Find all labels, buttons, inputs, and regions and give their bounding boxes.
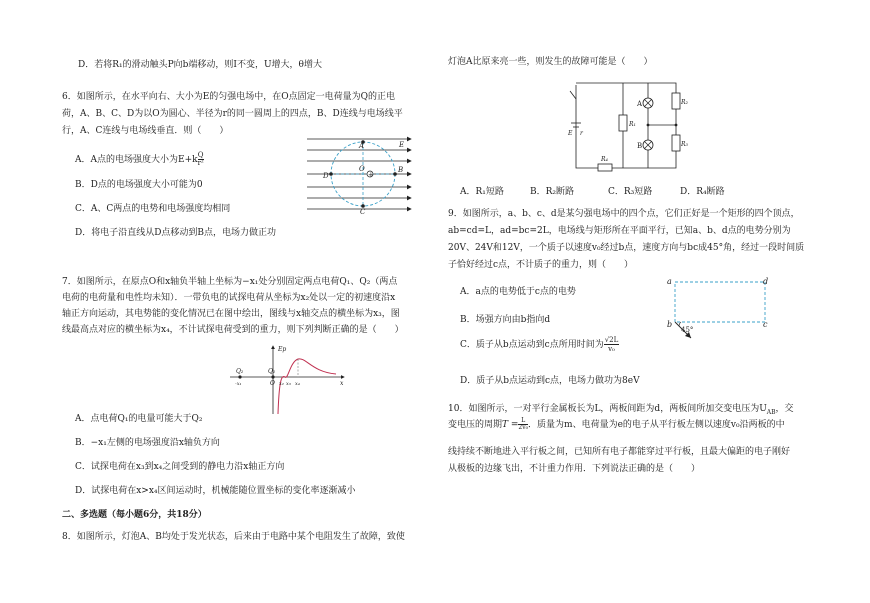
q6-option-d: D．将电子沿直线从D点移动到B点，电场力做正功 xyxy=(75,228,277,238)
q7-stem-line1: 7．如图所示，在原点O和x轴负半轴上坐标为−x₁处分别固定两点电荷Q₁、Q₂（两点 xyxy=(62,277,398,287)
q7fig-x2: x₂ xyxy=(279,381,284,387)
q9fig-b: b xyxy=(667,320,673,329)
q9-fraction-den: v₀ xyxy=(608,345,615,353)
q7-option-c: C．试探电荷在x₃到x₄之间受到的静电力沿x轴正方向 xyxy=(75,462,285,472)
q6-stem-line2: 荷，A、B、C、D为以O为圆心、半径为r的同一圆周上的四点，B、D连线与电场线平 xyxy=(62,109,403,119)
q7-option-d: D．试探电荷在x>x₄区间运动时，机械能随位置坐标的变化率逐渐减小 xyxy=(75,486,356,496)
q10-period-label: T = xyxy=(502,420,519,430)
q9-option-c-fraction xyxy=(604,336,620,353)
q8fig-lamp-b: B xyxy=(637,142,643,150)
q7fig-q1: Q₁ xyxy=(268,368,276,375)
q10-stem-line4: 从极板的边缘飞出，不计重力作用．下列说法正确的是（ ） xyxy=(448,464,701,474)
q7-stem-line4: 线最高点对应的横坐标为x₄，不计试探电荷受到的重力，则下列判断正确的是（ ） xyxy=(62,325,404,335)
q7fig-x3: x₃ xyxy=(286,381,291,387)
q8-option-b: B．R₂断路 xyxy=(530,187,574,197)
q8-option-c: C．R₃短路 xyxy=(608,187,653,197)
q9-option-a: A．a点的电势低于c点的电势 xyxy=(460,287,576,297)
q5-option-d: D．若将R₁的滑动触头P向b端移动，则I不变，U增大，θ增大 xyxy=(78,60,322,70)
q7fig-x: x xyxy=(340,380,344,387)
q6fig-label-o: O xyxy=(359,165,365,173)
q6-stem-line1: 6．如图所示，在水平向右、大小为E的匀强电场中，在O点固定一电荷量为Q的正电 xyxy=(62,92,396,102)
q6-option-b: B．D点的电场强度大小可能为0 xyxy=(75,180,203,190)
q10-line1-end: ，交 xyxy=(775,404,794,414)
q7-stem-line3: 轴正方向运动，其电势能的变化情况已在图中绘出，图线与x轴交点的横坐标为x₃，图 xyxy=(62,309,400,319)
q6-option-c: C．A、C两点的电势和电场强度均相同 xyxy=(75,204,231,214)
q7-energy-figure xyxy=(228,344,348,416)
q10-stem-line1 xyxy=(448,403,794,419)
q8-circuit-figure xyxy=(568,73,693,173)
q6-option-a-text: A．A点的电场强度大小为E+k xyxy=(75,155,198,165)
q6-option-a-fraction xyxy=(198,152,204,167)
q8fig-r: r xyxy=(580,130,583,137)
q6-fraction-den: r² xyxy=(197,159,204,167)
q10-stem-line2 xyxy=(448,418,785,431)
q8fig-r2: R₂ xyxy=(681,99,688,106)
q9-stem-line1: 9．如图所示，a、b、c、d是某匀强电场中的四个点，它们正好是一个矩形的四个顶点， xyxy=(448,209,800,219)
q7-option-b: B．−x₁左侧的电场强度沿x轴负方向 xyxy=(75,438,220,448)
q9-option-d: D．质子从b点运动到c点，电场力做功为8eV xyxy=(460,376,640,386)
q6fig-label-a: A xyxy=(359,142,365,150)
q10-line1-subscript: AB xyxy=(766,408,776,416)
q10-period-fraction xyxy=(518,418,528,431)
q6-stem-line3: 行，A、C连线与电场线垂直．则（ ） xyxy=(62,126,229,136)
q9fig-c: c xyxy=(763,320,768,329)
q10-fraction-num: L xyxy=(518,418,528,425)
q9-rectangle-figure xyxy=(667,274,771,344)
q8fig-e: E xyxy=(568,130,573,137)
q9-option-c-text: C．质子从b点运动到c点所用时间为 xyxy=(460,340,604,350)
q7-stem-line2: 电荷的电荷量和电性均未知）．一带负电的试探电荷从坐标为x₂处以一定的初速度沿x xyxy=(62,293,396,303)
q9fig-angle: 45° xyxy=(681,326,694,334)
q7fig-q2: Q₂ xyxy=(236,368,244,375)
q9fig-d: d xyxy=(763,277,769,286)
q8fig-lamp-a: A xyxy=(637,100,643,108)
section-heading-multi-choice: 二、多选题（每小题6分，共18分） xyxy=(62,510,207,520)
q10-fraction-den: 2v₀ xyxy=(518,424,529,431)
q6fig-label-c: C xyxy=(360,208,366,216)
q10-line1-text: 10．如图所示，一对平行金属板长为L，两板间距为d，两板间所加交变电压为U xyxy=(448,404,767,414)
q7fig-ep: Ep xyxy=(278,346,287,353)
q9-stem-line3: 20V、24V和12V，一个质子以速度v₀经过b点，速度方向与bc成45°角，经过一段时间质 xyxy=(448,243,805,253)
q6fig-label-e: E xyxy=(399,141,405,149)
q9-option-c xyxy=(460,336,619,353)
q6-fraction-num: Q xyxy=(197,151,204,159)
q7fig-o: O xyxy=(270,380,275,387)
q6-field-figure xyxy=(305,134,415,216)
q8-option-d: D．R₄断路 xyxy=(680,187,725,197)
q8-stem-line2: 灯泡A比原来亮一些，则发生的故障可能是（ ） xyxy=(448,57,653,67)
q8-stem-line1: 8．如图所示，灯泡A、B均处于发光状态，后来由于电路中某个电阻发生了故障，致使 xyxy=(62,532,405,542)
q6fig-plus: + xyxy=(368,171,374,179)
q10-line2-text: 变电压的周期 xyxy=(448,420,503,430)
q8-option-a: A．R₁短路 xyxy=(460,187,504,197)
q9-stem-line4: 子恰好经过c点，不计质子的重力，则（ ） xyxy=(448,260,634,270)
q9-stem-line2: ab=cd=L，ad=bc=2L，电场线与矩形所在平面平行，已知a、b、d点的电势分别为 xyxy=(448,226,791,236)
q9-fraction-num: √2L xyxy=(604,336,619,344)
q9-option-b: B．场强方向由b指向d xyxy=(460,315,551,325)
q7-option-a: A．点电荷Q₁的电量可能大于Q₂ xyxy=(75,414,203,424)
q7fig-x4: x₄ xyxy=(295,381,300,387)
q10-line2-rest: ．质量为m、电荷量为e的电子从平行板左侧以速度v₀沿两板的中 xyxy=(528,420,785,430)
q8fig-r4: R₄ xyxy=(601,156,608,163)
q8fig-r3: R₃ xyxy=(681,141,688,148)
q10-stem-line3: 线持续不断地进入平行板之间，已知所有电子都能穿过平行板，且最大偏距的电子刚好 xyxy=(448,447,791,457)
q6fig-label-d: D xyxy=(323,172,329,180)
q8fig-r1: R₁ xyxy=(629,121,636,128)
q6fig-label-b: B xyxy=(398,166,404,174)
q7fig-neg-x1: -x₁ xyxy=(235,381,242,387)
q9fig-a: a xyxy=(667,277,672,286)
q6-option-a xyxy=(75,152,204,167)
